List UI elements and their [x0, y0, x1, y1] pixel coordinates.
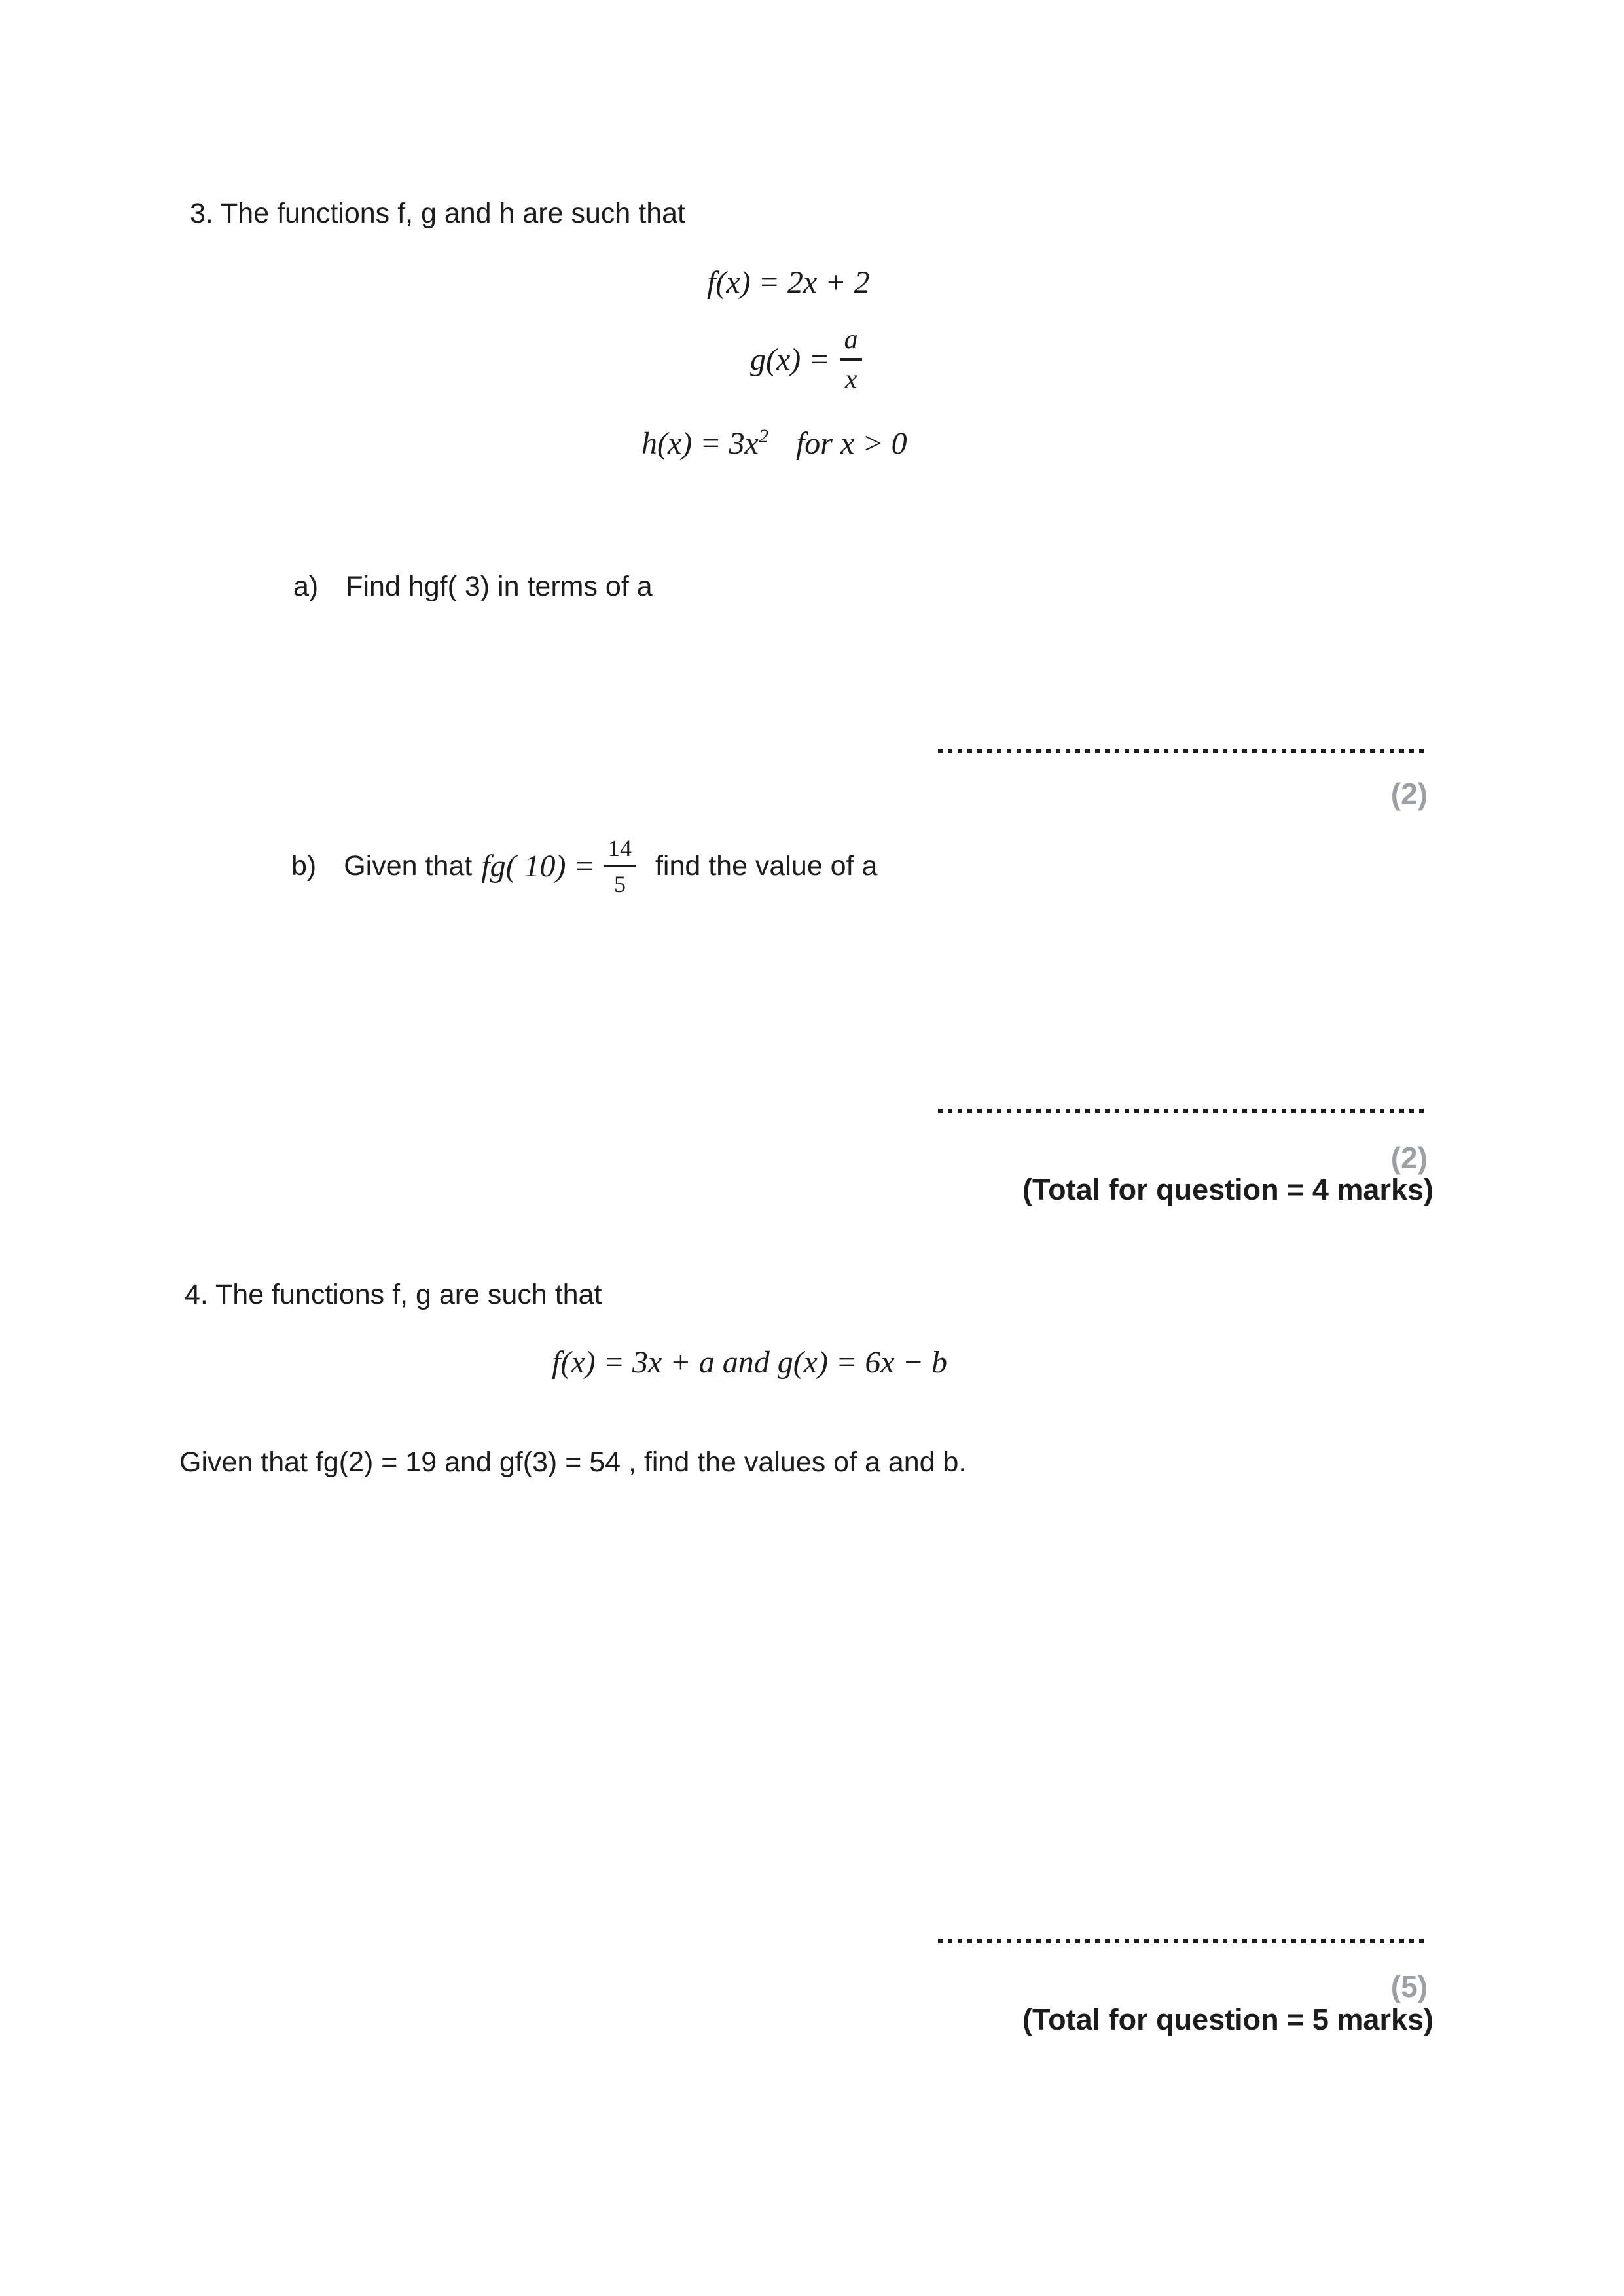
answer-dotted-line-3 — [938, 1939, 1428, 1943]
question-3-intro: 3. The functions f, g and h are such that — [190, 198, 685, 229]
question-4-intro: 4. The functions f, g are such that — [185, 1279, 602, 1310]
part-b-math: fg( 10) = — [481, 849, 595, 884]
equation-g-fraction — [840, 326, 862, 393]
question-4-given: Given that fg(2) = 19 and gf(3) = 54 , find the values of a and b. — [179, 1446, 967, 1478]
part-a-marks: (2) — [1390, 777, 1428, 811]
answer-dotted-line-2 — [938, 1109, 1428, 1113]
answer-dotted-line-1 — [938, 749, 1428, 753]
equation-h-exponent: 2 — [758, 425, 768, 447]
equation-h-condition: for x > 0 — [795, 426, 907, 461]
part-b-marks: (2) — [1390, 1141, 1428, 1175]
question-3-part-b — [291, 836, 877, 896]
equation-fg: f(x) = 3x + a and g(x) = 6x − b — [552, 1345, 948, 1380]
part-b-label: b) — [291, 850, 317, 882]
part-b-text-after: find the value of a — [655, 850, 878, 882]
question-3-part-a — [293, 569, 653, 605]
part-b-fraction — [604, 836, 636, 896]
part-a-label: a) — [293, 571, 319, 603]
fraction-numerator: 14 — [607, 835, 632, 861]
question-3-total: (Total for question = 4 marks) — [1022, 1173, 1434, 1206]
part-b-text-before: Given that — [344, 850, 473, 882]
part-a-text: Find hgf( 3) in terms of a — [346, 571, 653, 602]
question-4-marks: (5) — [1390, 1969, 1428, 2003]
question-4-total: (Total for question = 5 marks) — [1022, 2003, 1434, 2036]
equation-h — [641, 425, 907, 461]
equation-g-lhs: g(x) = — [750, 342, 830, 377]
equation-h-main: h(x) = 3x — [641, 426, 759, 461]
fraction-denominator: x — [844, 365, 857, 395]
fraction-numerator: a — [844, 325, 858, 355]
fraction-denominator: 5 — [613, 871, 626, 897]
equation-g — [750, 326, 862, 393]
equation-f: f(x) = 2x + 2 — [707, 265, 870, 300]
